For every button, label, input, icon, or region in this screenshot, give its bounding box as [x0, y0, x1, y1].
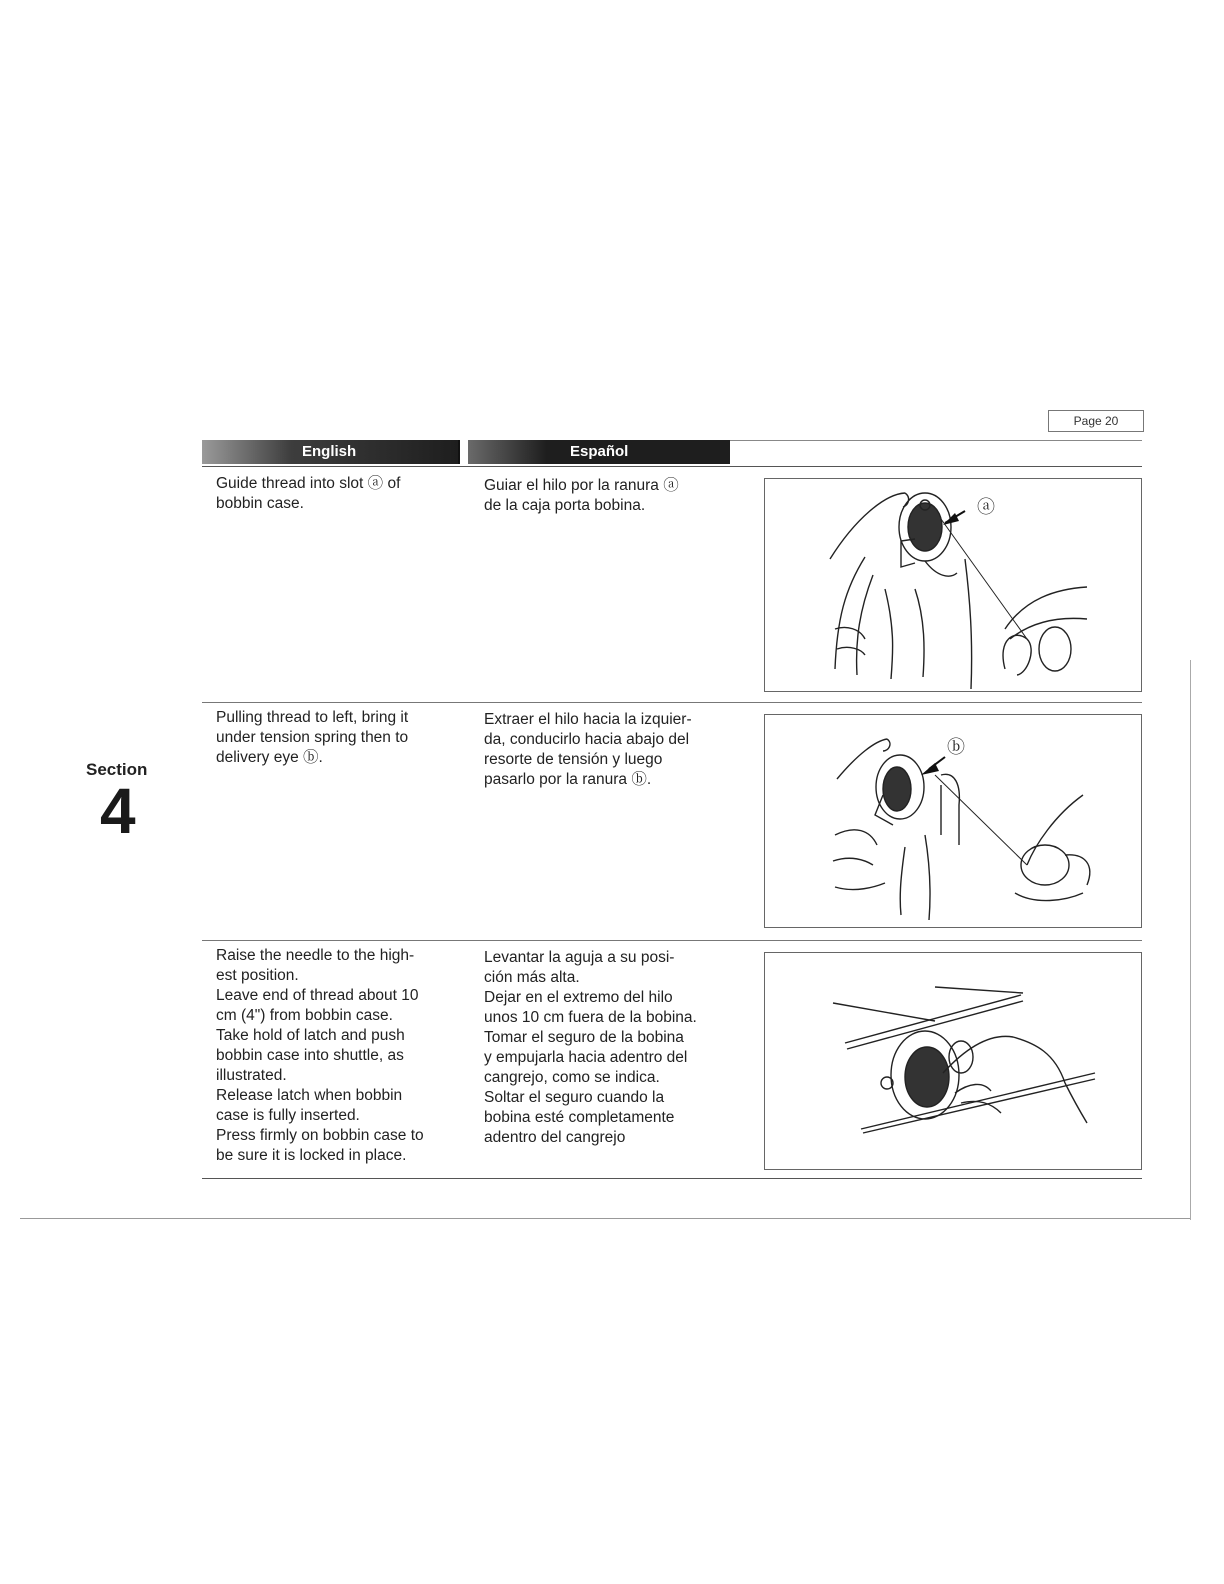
bobbin-case-slot-illustration [765, 479, 1141, 691]
step-3-spanish-text: Levantar la aguja a su posi- ción más alta. Dejar en el extremo del hilo unos 10 cm fuera de la bobina. Tomar el seguro de la bobina y empujarla hacia adentro del cangrejo, como se indica. Soltar el seguro cuando la bobina esté completamente adentro del cangrejo [484, 949, 697, 1146]
english-column-header: English [202, 440, 458, 464]
page-right-edge [1190, 660, 1191, 1220]
step-divider-1 [202, 702, 1142, 703]
section-number: 4 [100, 775, 136, 847]
step-3-figure [764, 952, 1142, 1170]
step-2-english-text: Pulling thread to left, bring it under tension spring then to delivery eye ⓑ. [216, 709, 409, 766]
step-2-figure [764, 714, 1142, 928]
header-underline [202, 466, 1142, 467]
insert-bobbin-case-illustration [765, 953, 1141, 1169]
callout-a-label: ⓐ [977, 497, 995, 518]
step-1-figure [764, 478, 1142, 692]
callout-b-label: ⓑ [947, 737, 965, 758]
spanish-column-header: Español [468, 440, 730, 464]
step-divider-2 [202, 940, 1142, 941]
page-number: Page 20 [1048, 410, 1144, 432]
step-2-spanish-text: Extraer el hilo hacia la izquier- da, conducirlo hacia abajo del resorte de tensión y luego pasarlo por la ranura ⓑ. [484, 711, 692, 788]
header-divider [458, 440, 468, 464]
tension-spring-illustration [765, 715, 1141, 927]
page-bottom-edge [20, 1218, 1190, 1219]
step-1-spanish-text: Guiar el hilo por la ranura ⓐ de la caja porta bobina. [484, 477, 679, 514]
section-label: Section [86, 760, 148, 779]
step-3-english-text: Raise the needle to the high- est position. Leave end of thread about 10 cm (4") from bobbin case. Take hold of latch and push bobbin case into shuttle, as illustrated. Release latch when bobbin case is fully inserted. Press firmly on bobbin case to be sure it is locked in place. [216, 947, 424, 1164]
step-1-english-text: Guide thread into slot ⓐ of bobbin case. [216, 475, 401, 512]
step-divider-3 [202, 1178, 1142, 1179]
